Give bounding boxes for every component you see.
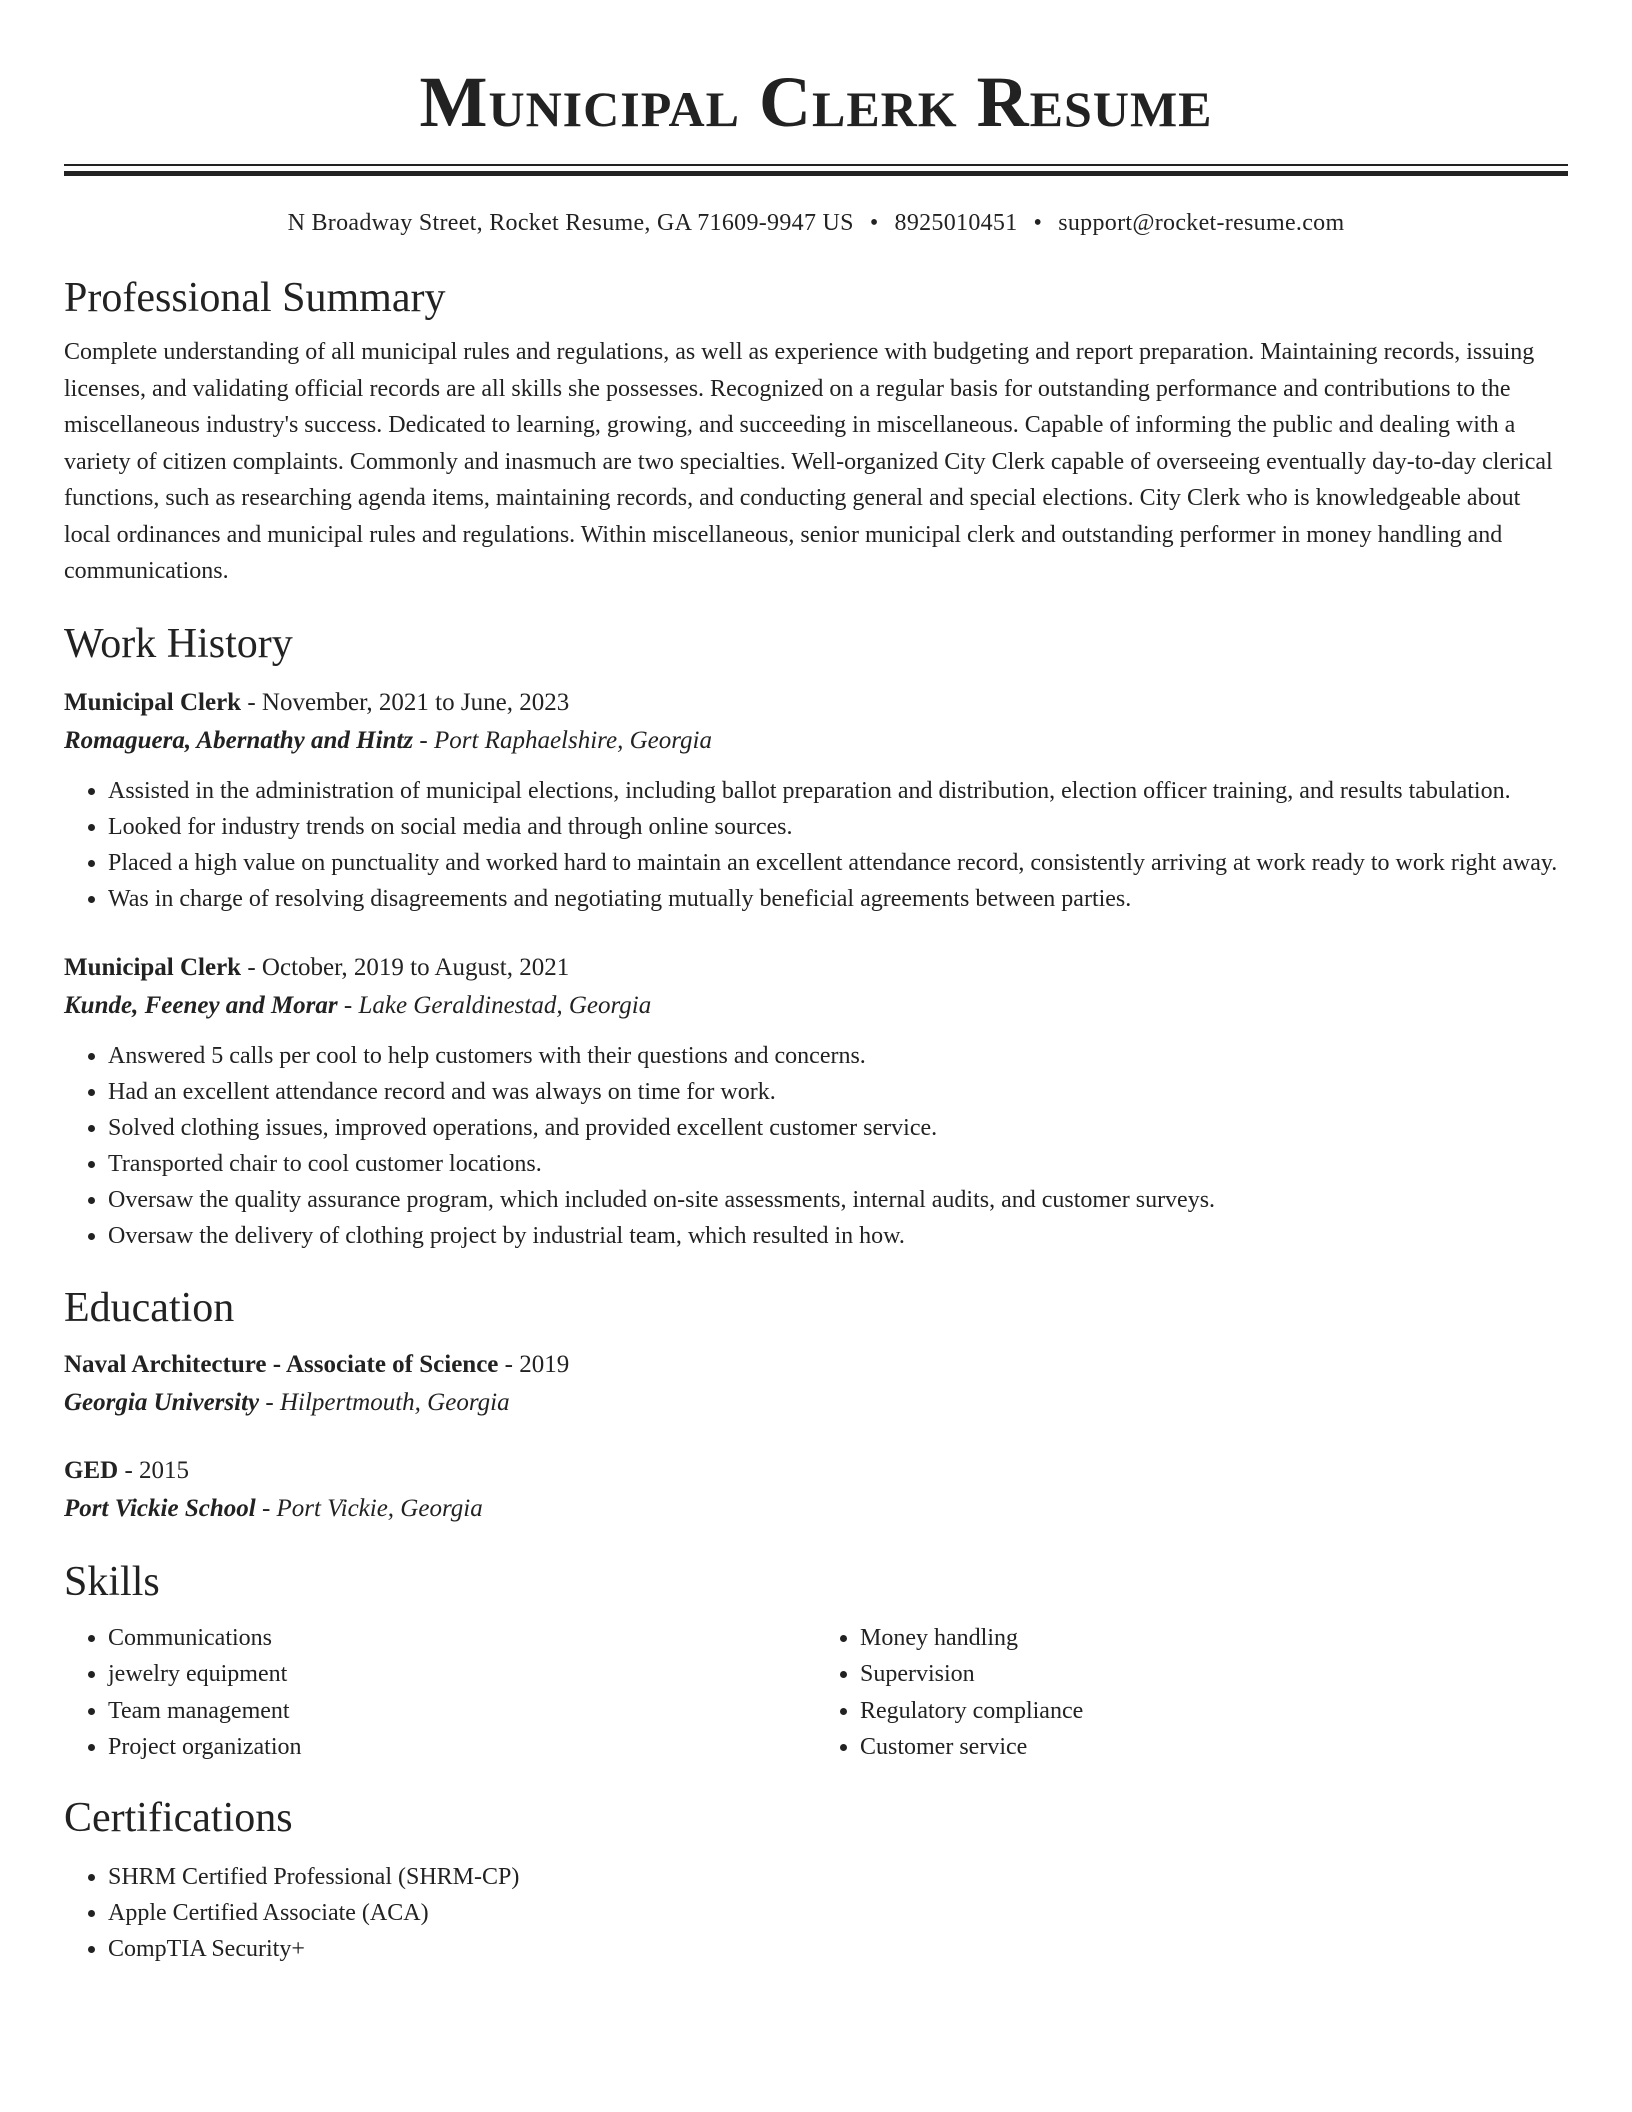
list-item: • Placed a high value on punctuality and worked hard to maintain an excellent attendance record, consistently arriving at work ready to work right away. (108, 845, 1568, 881)
list-item: • Had an excellent attendance record and was always on time for work. (108, 1074, 1568, 1110)
list-item: • Team management (108, 1693, 816, 1730)
education-degree-line (64, 1452, 1568, 1490)
education-entry (64, 1452, 1568, 1528)
job-title-line (64, 684, 1568, 722)
education-heading: Education (64, 1284, 235, 1331)
list-item: • Customer service (860, 1729, 1568, 1766)
work-history-heading: Work History (64, 620, 293, 667)
skills-grid (64, 1620, 1568, 1766)
education-school-line (64, 1490, 1568, 1528)
job-entry (64, 684, 1568, 917)
skills-section (64, 1554, 1568, 1766)
list-item: • Answered 5 calls per cool to help customers with their questions and concerns. (108, 1038, 1568, 1074)
list-item: • Assisted in the administration of municipal elections, including ballot preparation and distribution, election officer training, and results tabulation. (108, 773, 1568, 809)
job-company: Kunde, Feeney and Morar (64, 991, 338, 1019)
list-item: • SHRM Certified Professional (SHRM-CP) (108, 1859, 1568, 1895)
summary-section (64, 270, 1568, 590)
list-item: • Money handling (860, 1620, 1568, 1657)
contact-phone: 8925010451 (894, 210, 1018, 236)
contact-separator: • (869, 210, 879, 236)
contact-line (64, 206, 1568, 240)
education-degree: GED (64, 1456, 119, 1484)
job-company-line (64, 987, 1568, 1025)
summary-heading: Professional Summary (64, 275, 446, 321)
job-title: Municipal Clerk (64, 688, 242, 716)
skills-list-left (64, 1620, 816, 1766)
resume-title: Municipal Clerk Resume (419, 62, 1213, 142)
education-year: - 2015 (118, 1456, 190, 1484)
job-location: - Port Raphaelshire, Georgia (413, 726, 712, 754)
education-school-line (64, 1384, 1568, 1422)
job-location: - Lake Geraldinestad, Georgia (337, 991, 652, 1019)
list-item: • Oversaw the quality assurance program, which included on-site assessments, internal audits, and customer surveys. (108, 1182, 1568, 1218)
job-entry (64, 949, 1568, 1254)
job-duties-list (64, 773, 1568, 917)
list-item: • Solved clothing issues, improved operations, and provided excellent customer service. (108, 1110, 1568, 1146)
list-item: • jewelry equipment (108, 1656, 816, 1693)
education-section (64, 1280, 1568, 1528)
certifications-heading: Certifications (64, 1794, 293, 1841)
contact-address: N Broadway Street, Rocket Resume, GA 71609-9947 US (287, 210, 854, 236)
list-item: • Project organization (108, 1729, 816, 1766)
summary-text: Complete understanding of all municipal rules and regulations, as well as experience with budgeting and report preparation. Maintaining records, issuing licenses, and validating official records are all skills she possesses. Recognized on a regular basis for outstanding performance and contributions to the miscellaneous industry's success. Dedicated to learning, growing, and succeeding in miscellaneous. Capable of informing the public and dealing with a variety of citizen complaints. Commonly and inasmuch are two specialties. Well-organized City Clerk capable of overseeing eventually day-to-day clerical functions, such as researching agenda items, maintaining records, and conducting general and special elections. City Clerk who is knowledgeable about local ordinances and municipal rules and regulations. Within miscellaneous, senior municipal clerk and outstanding performer in money handling and communications. (64, 339, 1553, 584)
list-item: • Was in charge of resolving disagreements and negotiating mutually beneficial agreements between parties. (108, 881, 1568, 917)
list-item: • Supervision (860, 1656, 1568, 1693)
list-item: • Looked for industry trends on social media and through online sources. (108, 809, 1568, 845)
contact-email: support@rocket-resume.com (1058, 210, 1345, 236)
job-company-line (64, 722, 1568, 760)
job-title: Municipal Clerk (64, 953, 242, 981)
job-dates: - November, 2021 to June, 2023 (241, 688, 570, 716)
education-entry (64, 1346, 1568, 1422)
education-year: - 2019 (498, 1350, 570, 1378)
list-item: • Regulatory compliance (860, 1693, 1568, 1730)
contact-separator: • (1033, 210, 1043, 236)
certifications-section (64, 1790, 1568, 1967)
job-dates: - October, 2019 to August, 2021 (241, 953, 570, 981)
job-company: Romaguera, Abernathy and Hintz (64, 726, 414, 754)
education-location: - Port Vickie, Georgia (255, 1494, 483, 1522)
resume-page (64, 0, 1568, 1967)
education-degree-line (64, 1346, 1568, 1384)
education-location: - Hilpertmouth, Georgia (259, 1388, 510, 1416)
job-duties-list (64, 1038, 1568, 1254)
list-item: • Oversaw the delivery of clothing project by industrial team, which resulted in how. (108, 1218, 1568, 1254)
list-item: • Transported chair to cool customer locations. (108, 1146, 1568, 1182)
work-history-section (64, 616, 1568, 1254)
skills-heading: Skills (64, 1558, 160, 1605)
list-item: • CompTIA Security+ (108, 1931, 1568, 1967)
education-school: Port Vickie School (64, 1494, 256, 1522)
title-divider-thin (64, 164, 1568, 166)
education-degree: Naval Architecture - Associate of Science (64, 1350, 499, 1378)
list-item: • Communications (108, 1620, 816, 1657)
education-school: Georgia University (64, 1388, 260, 1416)
list-item: • Apple Certified Associate (ACA) (108, 1895, 1568, 1931)
job-title-line (64, 949, 1568, 987)
certifications-list (64, 1859, 1568, 1967)
title-divider-thick (64, 171, 1568, 176)
skills-list-right (816, 1620, 1568, 1766)
